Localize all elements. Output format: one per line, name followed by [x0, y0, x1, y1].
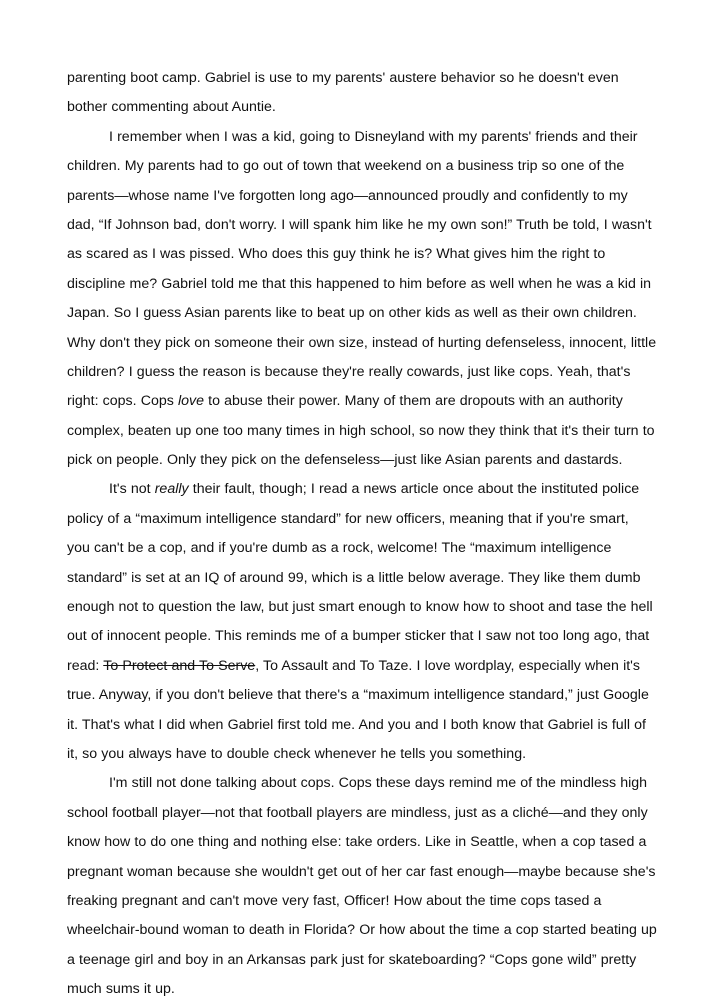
- text-line: [67, 211, 667, 240]
- text-line: [67, 828, 667, 857]
- text-run: parents—whose name I've forgotten long ago—announced proudly and confidently to my: [67, 187, 628, 204]
- text-line: [67, 299, 667, 328]
- paragraph: [67, 123, 667, 476]
- text-line: [67, 270, 667, 299]
- text-run: school football player—not that football players are mindless, just as a cliché—and they only: [67, 804, 648, 821]
- text-line: [67, 622, 667, 651]
- text-line: [67, 417, 667, 446]
- text-line: [67, 916, 667, 945]
- text-line: [67, 329, 667, 358]
- text-run: children? I guess the reason is because they're really cowards, just like cops. Yeah, that's: [67, 363, 631, 380]
- text-line: [67, 681, 667, 710]
- text-run: Japan. So I guess Asian parents like to beat up on other kids as well as their own children.: [67, 305, 637, 322]
- strikethrough-text: To Protect and To Serve: [103, 657, 256, 674]
- text-run: pick on people. Only they pick on the defenseless—just like Asian parents and dastards.: [67, 452, 623, 469]
- text-run: It's not: [109, 481, 155, 498]
- text-line: [67, 975, 667, 1004]
- text-run: bother commenting about Auntie.: [67, 99, 276, 116]
- text-line: [67, 564, 667, 593]
- text-run: right: cops. Cops: [67, 393, 178, 410]
- text-run: I remember when I was a kid, going to Disneyland with my parents' friends and their: [109, 128, 638, 145]
- text-line: [67, 64, 667, 93]
- text-run: parenting boot camp. Gabriel is use to my parents' austere behavior so he doesn't even: [67, 70, 619, 86]
- text-run: it, so you always have to double check whenever he tells you something.: [67, 745, 527, 762]
- text-line: [67, 387, 667, 416]
- text-line: [67, 769, 667, 798]
- text-line: [67, 711, 667, 740]
- text-line: [67, 652, 667, 681]
- text-run: it. That's what I did when Gabriel first told me. And you and I both know that Gabriel is full of: [67, 716, 646, 733]
- text-line: [67, 182, 667, 211]
- text-run: policy of a “maximum intelligence standard” for new officers, meaning that if you're smart,: [67, 510, 629, 527]
- text-run: discipline me? Gabriel told me that this happened to him before as well when he was a kid in: [67, 275, 652, 292]
- text-run: pregnant woman because she wouldn't get out of her car fast enough—maybe because she's: [67, 863, 656, 880]
- text-line: [67, 446, 667, 475]
- text-run: wheelchair-bound woman to death in Florida? Or how about the time a cop started beating up: [67, 922, 657, 939]
- text-run: standard” is set at an IQ of around 99, which is a little below average. They like them dumb: [67, 569, 641, 586]
- text-line: [67, 740, 667, 769]
- paragraph: [67, 475, 667, 769]
- text-line: [67, 593, 667, 622]
- text-line: [67, 858, 667, 887]
- text-run: children. My parents had to go out of town that weekend on a business trip so one of the: [67, 158, 625, 175]
- text-run: freaking pregnant and can't move very fast, Officer! How about the time cops tased a: [67, 892, 602, 909]
- text-run: a teenage girl and boy in an Arkansas park just for skateboarding? “Cops gone wild” pretty: [67, 951, 637, 968]
- text-line: [67, 505, 667, 534]
- text-line: [67, 358, 667, 387]
- text-run: you can't be a cop, and if you're dumb as a rock, welcome! The “maximum intelligence: [67, 540, 612, 557]
- text-run: their fault, though; I read a news article once about the instituted police: [188, 481, 640, 498]
- text-line: [67, 123, 667, 152]
- text-run: complex, beaten up one too many times in high school, so now they think that it's their turn to: [67, 422, 655, 439]
- text-line: [67, 946, 667, 975]
- text-line: [67, 887, 667, 916]
- text-run: much sums it up.: [67, 981, 175, 998]
- emphasized-text: love: [178, 393, 205, 410]
- text-run: as scared as I was pissed. Who does this guy think he is? What gives him the right to: [67, 246, 606, 263]
- paragraph: [67, 64, 667, 123]
- text-run: out of innocent people. This reminds me of a bumper sticker that I saw not too long ago, that: [67, 628, 650, 645]
- text-line: [67, 240, 667, 269]
- document-body: [67, 64, 667, 1005]
- text-run: , To Assault and To Taze. I love wordplay, especially when it's: [255, 657, 640, 674]
- text-line: [67, 799, 667, 828]
- text-line: [67, 534, 667, 563]
- text-run: Why don't they pick on someone their own size, instead of hurting defenseless, innocent, little: [67, 334, 657, 351]
- text-run: I'm still not done talking about cops. Cops these days remind me of the mindless high: [109, 775, 648, 792]
- text-run: know how to do one thing and nothing else: take orders. Like in Seattle, when a cop tased a: [67, 834, 647, 851]
- text-line: [67, 152, 667, 181]
- text-run: read:: [67, 657, 104, 674]
- text-line: [67, 93, 667, 122]
- text-run: dad, “If Johnson bad, don't worry. I will spank him like he my own son!” Truth be told, I wasn't: [67, 216, 652, 233]
- text-run: to abuse their power. Many of them are dropouts with an authority: [204, 393, 623, 410]
- text-run: true. Anyway, if you don't believe that there's a “maximum intelligence standard,” just Google: [67, 687, 649, 704]
- text-run: enough not to question the law, but just smart enough to know how to shoot and tase the hell: [67, 599, 653, 616]
- paragraph: [67, 769, 667, 1004]
- emphasized-text: really: [154, 481, 189, 498]
- text-line: [67, 475, 667, 504]
